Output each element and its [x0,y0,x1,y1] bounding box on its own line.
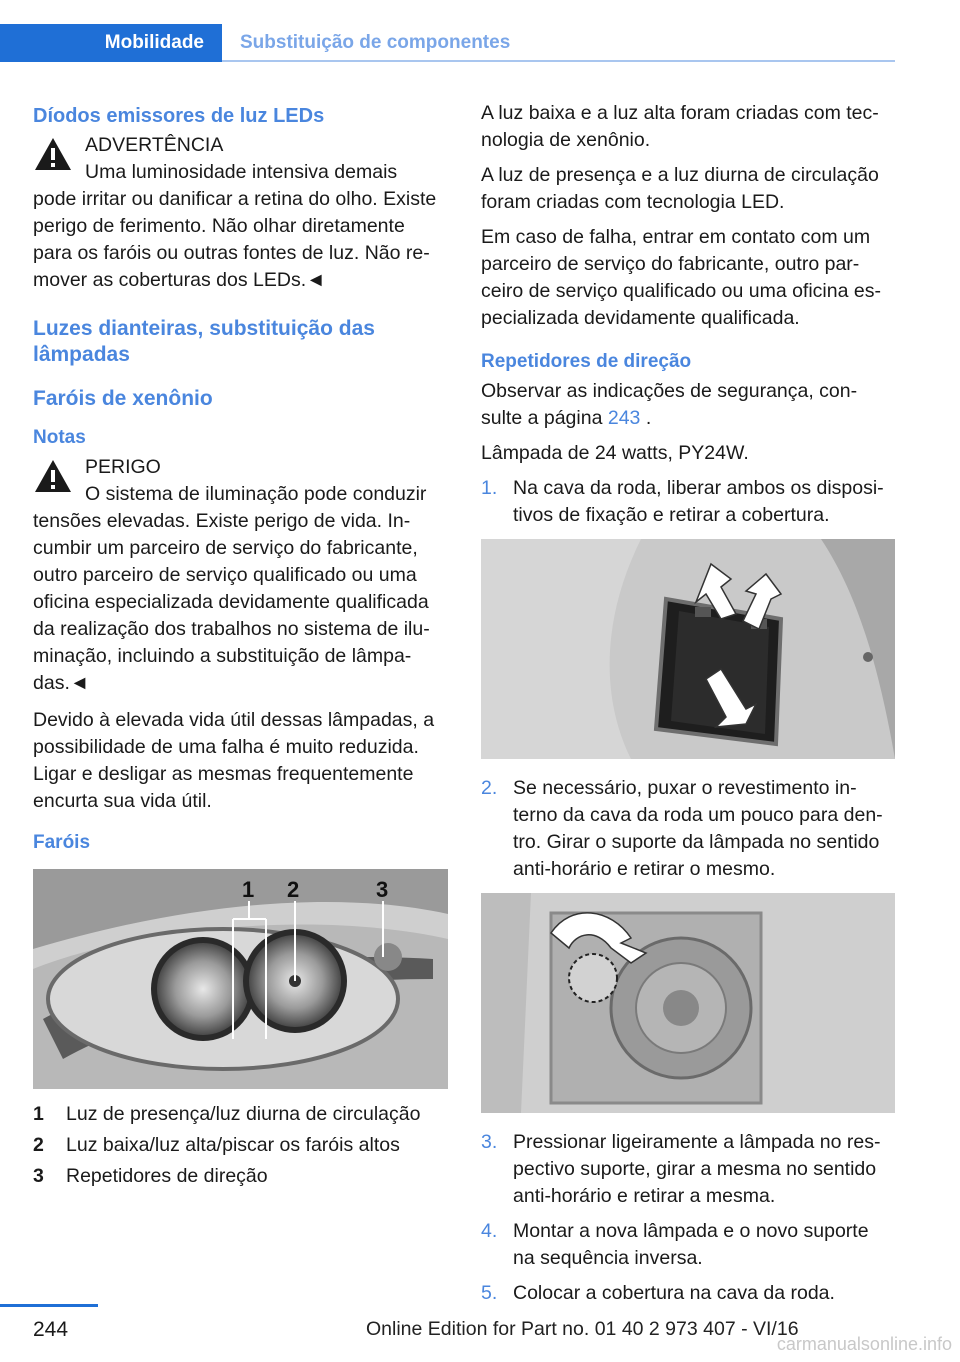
warning-block-advertencia [33,132,448,294]
step-item [481,775,895,883]
danger-text-first: O sistema de iluminação pode conduzir [85,483,427,505]
step-item [481,1280,895,1307]
callout-3: 3 [376,877,389,902]
steps-list [481,1129,895,1307]
headlight-illustration [33,869,448,1089]
safety-end: . [640,407,652,429]
tab-underline [222,60,895,62]
step-number: 3. [481,1131,498,1153]
step-number: 4. [481,1220,498,1242]
wheel-arch-figure-1 [481,539,895,759]
danger-title: PERIGO [85,456,161,478]
danger-text: tensões elevadas. Existe perigo de vida. In-cumbir um parceiro de serviço do fabricante, outro parceiro de serviço qualificado ou uma oficina especializada devidamente qualificada da realização dos trabalhos no sistema de ilu-minação, incluindo a substituição de lâmpa-das.◄ [33,510,430,694]
page-link[interactable]: 243 [607,407,641,429]
farois-heading: Faróis [33,832,91,853]
repeaters-heading: Repetidores de direção [481,351,692,372]
legend-text: Luz de presença/luz diurna de circulação [66,1103,421,1125]
legend-row [33,1132,448,1159]
step-number: 2. [481,777,498,799]
failure-paragraph: Em caso de falha, entrar em contato com um parceiro de serviço do fabricante, outro par-ceiro de serviço qualificado ou uma oficina es-pecializada devidamente qualificada. [481,226,881,329]
legend-num: 1 [33,1103,44,1125]
legend-num: 3 [33,1165,44,1187]
warning-block-perigo [33,454,448,697]
lifespan-paragraph: Devido à elevada vida útil dessas lâmpadas, a possibilidade de uma falha é muito reduzida. Ligar e desligar as mesmas frequentemente encurta sua vida útil. [33,709,435,812]
step-text: Pressionar ligeiramente a lâmpada no res-pectivo suporte, girar a mesma no sentido anti-horário e retirar a mesma. [513,1131,881,1207]
warning-icon [33,458,73,494]
xenon-heading: Faróis de xenônio [33,387,213,410]
callout-2: 2 [287,877,300,902]
step-item [481,1218,895,1272]
lamp-holder-illustration [481,893,895,1113]
watermark: carmanualsonline.info [776,1334,952,1354]
legend-num: 2 [33,1134,44,1156]
subsection-tab: Substituição de componentes [240,32,511,53]
xenon-paragraph: A luz baixa e a luz alta foram criadas com tec-nologia de xenônio. [481,102,879,151]
step-number: 1. [481,477,498,499]
header-tabbar [0,24,895,62]
wheel-arch-cover-illustration [481,539,895,759]
legend-text: Luz baixa/luz alta/piscar os faróis altos [66,1134,400,1156]
step-item [481,475,895,529]
legend-row [33,1101,448,1128]
steps-list [481,775,895,883]
safety-paragraph [481,378,895,432]
edition-text: Online Edition for Part no. 01 40 2 973 407 - VI/16 [366,1318,799,1340]
warning-text-first: Uma luminosidade intensiva demais [85,161,398,183]
legend-text: Repetidores de direção [66,1165,268,1187]
left-column [33,100,448,1194]
figure-legend [33,1101,448,1190]
right-column [481,100,895,1315]
warning-text: pode irritar ou danificar a retina do olho. Existe perigo de ferimento. Não olhar diretamente para os faróis ou outras fontes de luz. Não re-mover as coberturas dos LEDs.◄ [33,188,437,291]
callout-1: 1 [242,877,255,902]
safety-text: Observar as indicações de segurança, con-sulte a página [481,380,858,429]
legend-row [33,1163,448,1190]
led-paragraph: A luz de presença e a luz diurna de circulação foram criadas com tecnologia LED. [481,164,879,213]
wheel-arch-figure-2 [481,893,895,1113]
step-text: Na cava da roda, liberar ambos os disposi-tivos de fixação e retirar a cobertura. [513,477,884,526]
step-text: Colocar a cobertura na cava da roda. [513,1282,835,1304]
step-text: Montar a nova lâmpada e o novo suporte na sequência inversa. [513,1220,869,1269]
step-item [481,1129,895,1210]
headlight-figure [33,869,448,1089]
leds-heading: Díodos emissores de luz LEDs [33,105,325,127]
lamp-paragraph: Lâmpada de 24 watts, PY24W. [481,442,749,464]
notes-heading: Notas [33,427,86,448]
page-number: 244 [33,1318,69,1341]
warning-icon [33,136,73,172]
step-text: Se necessário, puxar o revestimento in-terno da cava da roda um pouco para den-tro. Girar o suporte da lâmpada no sentido anti-horário e retirar o mesmo. [513,777,883,880]
steps-list [481,475,895,529]
warning-title: ADVERTÊNCIA [85,134,224,156]
front-lights-heading: Luzes dianteiras, substituição das lâmpadas [33,317,375,366]
step-number: 5. [481,1282,498,1304]
section-tab: Mobilidade [0,24,222,62]
footer-accent-line [0,1304,98,1307]
